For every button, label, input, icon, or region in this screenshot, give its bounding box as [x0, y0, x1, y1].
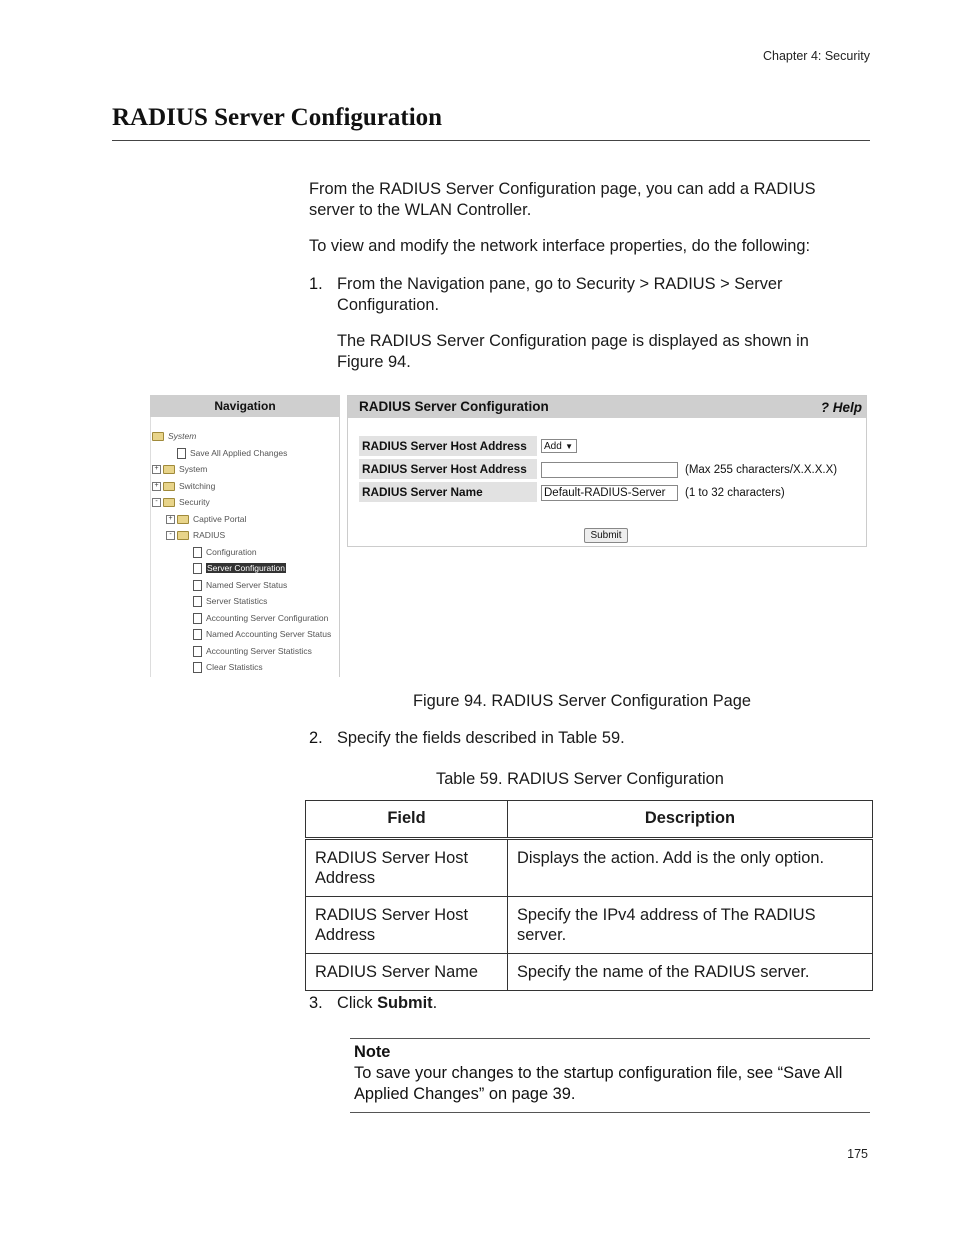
- collapse-icon[interactable]: -: [166, 531, 175, 540]
- nav-tree-label: Save All Applied Changes: [190, 447, 288, 458]
- nav-tree-item[interactable]: [152, 511, 338, 528]
- nav-tree-item[interactable]: [152, 659, 338, 676]
- document-icon: [193, 580, 202, 591]
- nav-tree-label: Accounting Server Configuration: [206, 612, 329, 623]
- step-1-text: From the Navigation pane, go to Security > RADIUS > Server Configuration.: [337, 275, 783, 314]
- server-name-label: RADIUS Server Name: [359, 482, 537, 502]
- table-header-description: Description: [508, 801, 873, 839]
- nav-tree-label: Configuration: [206, 546, 257, 557]
- nav-tree-item[interactable]: [152, 626, 338, 643]
- table-header-row: [306, 801, 873, 839]
- step-2-number: 2.: [309, 729, 323, 747]
- folder-icon: [177, 531, 189, 540]
- step-1-number: 1.: [309, 275, 323, 293]
- intro-paragraph-2: To view and modify the network interface properties, do the following:: [309, 237, 811, 255]
- nav-tree-label: Server Statistics: [206, 596, 268, 606]
- folder-icon: [163, 465, 175, 474]
- panel-header: [348, 396, 866, 418]
- nav-tree-item[interactable]: [152, 577, 338, 594]
- table-caption: Table 59. RADIUS Server Configuration: [436, 770, 724, 788]
- collapse-icon[interactable]: -: [152, 498, 161, 507]
- nav-tree-label: Server Configuration: [207, 563, 285, 573]
- nav-tree-item[interactable]: [152, 527, 338, 544]
- table-row: [306, 954, 873, 991]
- radius-config-panel: [347, 395, 867, 547]
- table-header-field: Field: [306, 801, 508, 839]
- step-3-prefix: Click: [337, 994, 378, 1012]
- figure-94-screenshot: [150, 395, 866, 677]
- nav-tree-label: System: [179, 464, 208, 474]
- nav-tree-label: Security: [179, 497, 210, 507]
- nav-tree-label: Accounting Server Statistics: [206, 645, 312, 656]
- title-rule: [112, 140, 870, 141]
- nav-tree-item[interactable]: [152, 610, 338, 627]
- nav-tree-label: Clear Statistics: [206, 662, 263, 672]
- intro-paragraph-1: From the RADIUS Server Configuration page, you can add a RADIUS server to the WLAN Controller.: [309, 180, 816, 219]
- table-cell-field: RADIUS Server Name: [306, 954, 508, 991]
- page-title: RADIUS Server Configuration: [112, 104, 443, 131]
- document-icon: [177, 448, 186, 459]
- folder-icon: [163, 498, 175, 507]
- table-row: [306, 839, 873, 897]
- nav-tree-label: Switching: [179, 480, 216, 491]
- host-address-action-label: RADIUS Server Host Address: [359, 436, 537, 456]
- document-icon: [193, 547, 202, 558]
- step-3-text: [337, 993, 437, 1014]
- help-link[interactable]: ? Help: [820, 400, 862, 415]
- step-1-result: The RADIUS Server Configuration page is displayed as shown in Figure 94.: [337, 332, 809, 371]
- nav-tree-item[interactable]: [152, 643, 338, 660]
- note-title: Note: [354, 1043, 391, 1061]
- host-address-action-value: Add: [544, 441, 562, 452]
- document-icon: [193, 629, 202, 640]
- nav-tree-label: Named Server Status: [206, 579, 288, 590]
- document-icon: [193, 563, 202, 574]
- navigation-header: Navigation: [150, 395, 340, 417]
- chapter-header: Chapter 4: Security: [763, 49, 870, 63]
- folder-icon: [152, 432, 164, 441]
- folder-icon: [177, 515, 189, 524]
- nav-tree-label: System: [168, 431, 197, 441]
- host-address-hint: (Max 255 characters/X.X.X.X): [685, 464, 838, 476]
- nav-tree-item[interactable]: [152, 428, 338, 445]
- nav-tree-item[interactable]: [152, 544, 338, 561]
- navigation-tree: [152, 428, 338, 676]
- document-icon: [193, 596, 202, 607]
- nav-tree-item[interactable]: [152, 478, 338, 495]
- nav-tree-label: Captive Portal: [193, 513, 247, 524]
- table-cell-field: RADIUS Server Host Address: [306, 897, 508, 954]
- host-address-label: RADIUS Server Host Address: [359, 459, 537, 479]
- navigation-pane: [150, 395, 340, 677]
- nav-tree-item[interactable]: [152, 461, 338, 478]
- panel-title: RADIUS Server Configuration: [359, 399, 549, 414]
- step-2-text: Specify the fields described in Table 59.: [337, 729, 625, 747]
- expand-icon[interactable]: +: [152, 465, 161, 474]
- expand-icon[interactable]: +: [152, 482, 161, 491]
- chevron-down-icon: ▼: [565, 442, 573, 451]
- nav-tree-item[interactable]: [152, 445, 338, 462]
- nav-tree-item[interactable]: [152, 494, 338, 511]
- figure-caption: Figure 94. RADIUS Server Configuration Page: [413, 692, 751, 710]
- submit-button[interactable]: Submit: [584, 528, 628, 543]
- document-icon: [193, 662, 202, 673]
- nav-tree-item[interactable]: [152, 560, 338, 577]
- document-icon: [193, 646, 202, 657]
- folder-icon: [163, 482, 175, 491]
- table-cell-description: Specify the IPv4 address of The RADIUS server.: [508, 897, 873, 954]
- nav-right-border: [339, 417, 340, 677]
- host-address-input[interactable]: [541, 462, 678, 478]
- table-cell-description: Displays the action. Add is the only option.: [508, 839, 873, 897]
- step-3-suffix: .: [432, 994, 438, 1012]
- page-number: 175: [847, 1147, 868, 1161]
- note-top-rule: [350, 1038, 870, 1039]
- nav-tree-item[interactable]: [152, 593, 338, 610]
- server-name-input[interactable]: Default-RADIUS-Server: [541, 485, 678, 501]
- nav-tree-label: RADIUS: [193, 530, 226, 540]
- table-cell-field: RADIUS Server Host Address: [306, 839, 508, 897]
- document-icon: [193, 613, 202, 624]
- table-row: [306, 897, 873, 954]
- nav-left-border: [150, 417, 151, 677]
- fields-table: [305, 800, 873, 991]
- table-cell-description: Specify the name of the RADIUS server.: [508, 954, 873, 991]
- step-3-submit-term: Submit: [377, 994, 433, 1012]
- nav-tree-label: Named Accounting Server Status: [206, 629, 332, 639]
- note-text: To save your changes to the startup configuration file, see “Save All Applied Changes” on page 39.: [354, 1064, 843, 1103]
- note-bottom-rule: [350, 1112, 870, 1113]
- host-address-action-select[interactable]: [541, 439, 577, 453]
- step-3-number: 3.: [309, 994, 323, 1012]
- expand-icon[interactable]: +: [166, 515, 175, 524]
- server-name-hint: (1 to 32 characters): [685, 487, 785, 499]
